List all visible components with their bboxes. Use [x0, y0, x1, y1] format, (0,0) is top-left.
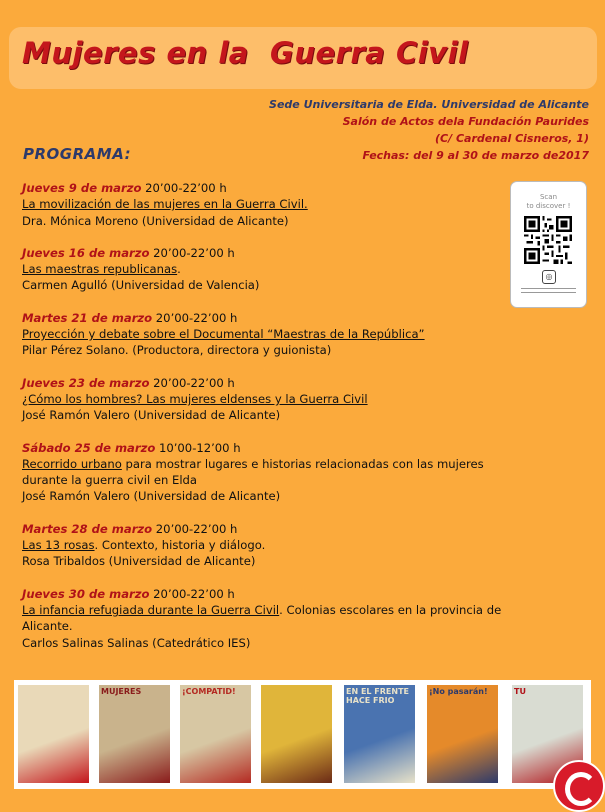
poster-caption: EN EL FRENTE HACE FRIO — [346, 687, 409, 705]
event-header — [22, 586, 522, 602]
event-time: 10’00-12’00 h — [155, 440, 241, 455]
poster-image — [180, 685, 251, 783]
poster-image — [344, 685, 415, 783]
event-time: 20’00-22’00 h — [152, 521, 238, 536]
event-day: Jueves 23 de marzo — [22, 375, 150, 390]
event-header — [22, 440, 522, 456]
programa-heading: PROGRAMA: — [23, 145, 132, 163]
event-description — [22, 537, 522, 553]
event-day: Jueves 30 de marzo — [22, 586, 150, 601]
event-day: Jueves 9 de marzo — [22, 181, 142, 195]
event-header — [22, 375, 522, 391]
event-title-link[interactable]: Recorrido urbano — [22, 456, 122, 471]
qr-scan-line-1: Scan — [539, 193, 558, 201]
event-item — [22, 245, 522, 294]
qr-app-logo-icon: ◎ — [542, 270, 556, 284]
poster-strip — [14, 680, 591, 789]
event-title-link[interactable]: Proyección y debate sobre el Documental “Maestras de la República” — [22, 327, 425, 342]
event-item — [22, 586, 522, 651]
venue-info — [269, 96, 589, 164]
event-description — [22, 391, 522, 407]
event-list — [22, 180, 522, 667]
event-day: Jueves 16 de marzo — [22, 245, 150, 260]
event-description — [22, 196, 522, 212]
event-speaker: Carlos Salinas Salinas (Catedrático IES) — [22, 635, 251, 650]
event-header — [22, 310, 522, 326]
qr-code-icon — [524, 216, 572, 264]
event-time: 20’00-22’00 h — [149, 586, 235, 601]
event-header — [22, 180, 522, 196]
event-description — [22, 602, 522, 635]
event-item — [22, 375, 522, 424]
event-description — [22, 456, 522, 489]
venue-line-3: (C/ Cardenal Cisneros, 1) — [435, 132, 589, 145]
event-title-link[interactable]: La movilización de las mujeres en la Guerra Civil. — [22, 197, 308, 212]
event-title-link[interactable]: ¿Cómo los hombres? Las mujeres eldenses y la Guerra Civil — [22, 391, 368, 406]
event-time: 20’00-22’00 h — [152, 310, 238, 325]
event-day: Martes 21 de marzo — [22, 310, 153, 325]
event-description-rest: . Colonias escolares en la provincia de Alicante. — [22, 602, 502, 634]
event-speaker: José Ramón Valero (Universidad de Alicante) — [22, 489, 281, 504]
event-time: 20’00-22’00 h — [141, 181, 227, 195]
event-description-rest: . Contexto, historia y diálogo. — [94, 538, 266, 553]
event-day: Sábado 25 de marzo — [22, 440, 156, 455]
poster-caption: MUJERES — [101, 687, 142, 696]
poster-image — [261, 685, 332, 783]
brand-logo-icon — [553, 760, 605, 812]
brand-logo-mark — [565, 772, 597, 806]
poster-image — [99, 685, 170, 783]
qr-fine-print — [521, 292, 576, 293]
event-title-link[interactable]: La infancia refugiada durante la Guerra Civil — [22, 602, 280, 617]
qr-scan-text — [511, 193, 586, 211]
event-description — [22, 261, 522, 277]
venue-line-2: Salón de Actos dela Fundación Paurides — [342, 115, 589, 128]
event-speaker: Dra. Mónica Moreno (Universidad de Alicante) — [22, 213, 289, 228]
event-time: 20’00-22’00 h — [149, 375, 235, 390]
venue-line-1: Sede Universitaria de Elda. Universidad de Alicante — [269, 98, 589, 111]
poster-image — [427, 685, 498, 783]
page-title: Mujeres en la Guerra Civil — [22, 36, 469, 70]
qr-fine-print — [521, 288, 576, 289]
event-description-rest: para mostrar lugares e historias relacionadas con las mujeres durante la guerra civil en Elda — [22, 456, 484, 488]
poster-image — [18, 685, 89, 783]
event-speaker: José Ramón Valero (Universidad de Alicante) — [22, 408, 281, 423]
event-item — [22, 310, 522, 359]
poster-caption: ¡COMPATID! — [182, 687, 236, 696]
event-speaker: Rosa Tribaldos (Universidad de Alicante) — [22, 554, 256, 569]
event-speaker: Pilar Pérez Solano. (Productora, directora y guionista) — [22, 343, 332, 358]
event-item — [22, 440, 522, 505]
event-title-link[interactable]: Las 13 rosas — [22, 538, 95, 553]
event-title-link[interactable]: Las maestras republicanas — [22, 262, 178, 277]
poster-caption: ¡No pasarán! — [429, 687, 488, 696]
venue-dates: Fechas: del 9 al 30 de marzo de2017 — [362, 149, 589, 162]
event-description — [22, 326, 522, 342]
event-day: Martes 28 de marzo — [22, 521, 153, 536]
event-header — [22, 521, 522, 537]
event-time: 20’00-22’00 h — [149, 245, 235, 260]
event-header — [22, 245, 522, 261]
event-item — [22, 180, 522, 229]
event-description-rest: . — [177, 262, 181, 277]
event-speaker: Carmen Agulló (Universidad de Valencia) — [22, 278, 260, 293]
poster-caption: TU — [514, 687, 526, 696]
qr-scan-line-2: to discover ! — [526, 202, 571, 210]
event-item — [22, 521, 522, 570]
